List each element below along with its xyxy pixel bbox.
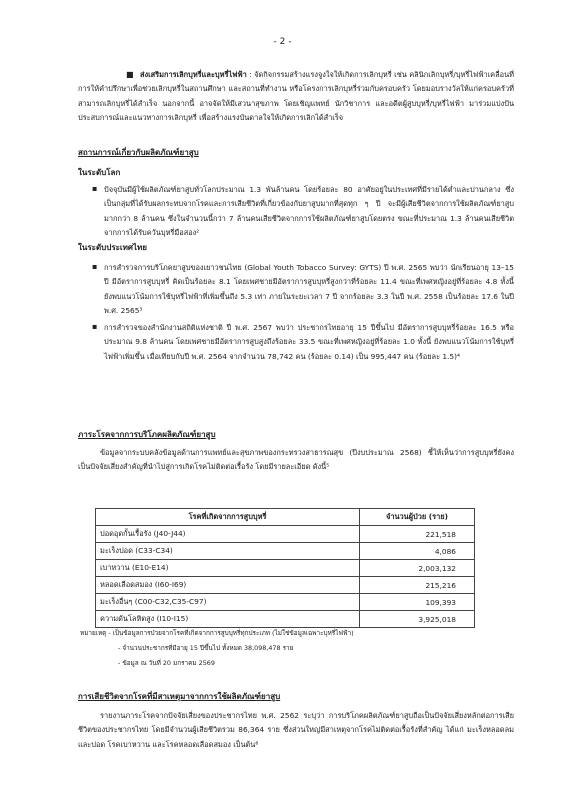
- disease-cell: หลอดเลือดสมอง (I60-I69): [96, 577, 360, 594]
- bullet-icon: ▪: [92, 262, 98, 271]
- count-cell: 3,925,018: [360, 611, 475, 628]
- table-row: [96, 526, 475, 543]
- table-header-disease: โรคที่เกิดจากการสูบบุหรี่: [96, 509, 360, 526]
- count-cell: 221,518: [360, 526, 475, 543]
- disease-cell: ปอดอุดกั้นเรื้อรัง (J40-J44): [96, 526, 360, 543]
- table-row: [96, 594, 475, 611]
- bullet-icon: ▪: [92, 322, 98, 331]
- disease-cell: มะเร็งปอด (C33-C34): [96, 543, 360, 560]
- table-row: [96, 577, 475, 594]
- table-row: [96, 543, 475, 560]
- table-note-3: - ข้อมูล ณ วันที่ 20 มกราคม 2569: [118, 659, 215, 667]
- bullet-icon: ▪: [92, 184, 98, 193]
- table-row: [96, 611, 475, 628]
- count-cell: 4,086: [360, 543, 475, 560]
- thai-heading: ในระดับประเทศไทย: [78, 243, 147, 252]
- count-cell: 2,003,132: [360, 560, 475, 577]
- count-cell: 109,393: [360, 594, 475, 611]
- disease-cell: มะเร็งอื่นๆ (C00-C32,C35-C97): [96, 594, 360, 611]
- promote-quitting-text: : จัดกิจกรรมสร้างแรงจูงใจให้เกิดการเลิกบุหรี่ เช่น คลินิกเลิกบุหรี่/บุหรี่ไฟฟ้าเคลื่อนที่ การให้คำปรึกษาเพื่อช่วยเลิกบุหรี่ในสถานศึกษา และสถานที่ทำงาน หรือโครงการเลิกบุหรี่ร่วมกับครอบครัว โดยมอบรางวัลให้แก่ครอบครัวที่สามารถเลิกบุหรี่ได้สำเร็จ นอกจากนี้ อาจจัดให้มีเสวนาสุขภาพ โดยเชิญแพทย์ นักวิชาการ และอดีตผู้สูบบุหรี่/บุหรี่ไฟฟ้า มาร่วมแบ่งปันประสบการณ์และแนวทางการเลิกบุหรี่ เพื่อสร้างแรงบันดาลใจให้เกิดการเลิกได้สำเร็จ: [78, 70, 514, 123]
- page-number: - 2 -: [273, 37, 292, 47]
- situation-heading: สถานการณ์เกี่ยวกับผลิตภัณฑ์ยาสูบ: [78, 148, 199, 157]
- burden-intro: ข้อมูลจากระบบคลังข้อมูลด้านการแพทย์และสุขภาพของกระทรวงสาธารณสุข (ปีงบประมาณ 2568) ชี้ให้เห็นว่าการสูบบุหรี่ยังคงเป็นปัจจัยเสี่ยงสำคัญที่นำไปสู่การเกิดโรคไม่ติดต่อเรื้อรัง โดยมีรายละเอียด ดังนี้⁵: [78, 448, 514, 472]
- bullet-icon: ■: [126, 70, 134, 79]
- global-heading: ในระดับโลก: [78, 168, 121, 177]
- deaths-heading: การเสียชีวิตจากโรคที่มีสาเหตุมาจากการใช้ผลิตภัณฑ์ยาสูบ: [78, 692, 281, 701]
- table-header-row: [96, 509, 475, 526]
- burden-heading: ภาระโรคจากการบริโภคผลิตภัณฑ์ยาสูบ: [78, 430, 216, 439]
- disease-burden-table: [95, 508, 475, 628]
- disease-cell: ความดันโลหิตสูง (I10-I15): [96, 611, 360, 628]
- disease-cell: เบาหวาน (E10-E14): [96, 560, 360, 577]
- global-paragraph: ปัจจุบันมีผู้ใช้ผลิตภัณฑ์ยาสูบทั่วโลกประมาณ 1.3 พันล้านคน โดยร้อยละ 80 อาศัยอยู่ในประเทศที่มีรายได้ต่ำและปานกลาง ซึ่งเป็นกลุ่มที่ได้รับผลกระทบจากโรคและการเสียชีวิตที่เกี่ยวข้องกับยาสูบมากที่สุดทุก ๆ ปี จะมีผู้เสียชีวิตจากการใช้ผลิตภัณฑ์ยาสูบมากกว่า 8 ล้านคน ซึ่งในจำนวนนี้กว่า 7 ล้านคนเสียชีวิตจากการใช้ผลิตภัณฑ์ยาสูบโดยตรง ขณะที่ประมาณ 1.3 ล้านคนเสียชีวิตจากการได้รับควันบุหรี่มือสอง²: [104, 185, 514, 238]
- deaths-paragraph: รายงานภาระโรคจากปัจจัยเสี่ยงของประชากรไทย พ.ศ. 2562 ระบุว่า การบริโภคผลิตภัณฑ์ยาสูบถือเป็นปัจจัยเสี่ยงหลักต่อการเสียชีวิตของประชากรไทย โดยมีจำนวนผู้เสียชีวิตรวม 86,364 ราย ซึ่งส่วนใหญ่มีสาเหตุจากโรคไม่ติดต่อเรื้อรังที่สำคัญ ได้แก่ มะเร็งหลอดลมและปอด โรคเบาหวาน และโรคหลอดเลือดสมอง เป็นต้น⁶: [78, 711, 514, 749]
- table-row: [96, 560, 475, 577]
- table-note-2: - จำนวนประชากรที่มีอายุ 15 ปีขึ้นไป ทั้งหมด 38,098,478 ราย: [118, 644, 294, 652]
- gyts-paragraph: การสำรวจการบริโภคยาสูบของเยาวชนไทย (Global Youth Tobacco Survey: GYTS) ปี พ.ศ. 2565 พบว่า นักเรียนอายุ 13–15 ปี มีอัตราการสูบบุหรี่ คิดเป็นร้อยละ 8.1 โดยเพศชายมีอัตราการสูบบุหรี่สูงกว่าที่ร้อยละ 11.4 ขณะที่เพศหญิงอยู่ที่ร้อยละ 4.8 ทั้งนี้ ยังพบแนวโน้มการใช้บุหรี่ไฟฟ้าที่เพิ่มขึ้นถึง 5.3 เท่า ภายในระยะเวลา 7 ปี จากร้อยละ 3.3 ในปี พ.ศ. 2558 เป็นร้อยละ 17.6 ในปี พ.ศ. 2565³: [104, 263, 514, 316]
- promote-quitting-heading: ส่งเสริมการเลิกบุหรี่และบุหรี่ไฟฟ้า: [140, 70, 247, 79]
- table-header-count: จำนวนผู้ป่วย (ราย): [360, 509, 475, 526]
- nso-paragraph: การสำรวจของสำนักงานสถิติแห่งชาติ ปี พ.ศ. 2567 พบว่า ประชากรไทยอายุ 15 ปีขึ้นไป มีอัตราการสูบบุหรี่ร้อยละ 16.5 หรือประมาณ 9.8 ล้านคน โดยเพศชายมีอัตราการสูบสูงถึงร้อยละ 33.5 ขณะที่เพศหญิงอยู่ที่ร้อยละ 1.0 ทั้งนี้ ยังพบแนวโน้มการใช้บุหรี่ไฟฟ้าเพิ่มขึ้น เมื่อเทียบกับปี พ.ศ. 2564 จากจำนวน 78,742 คน (ร้อยละ 0.14) เป็น 995,447 คน (ร้อยละ 1.5)⁴: [104, 323, 514, 361]
- count-cell: 215,216: [360, 577, 475, 594]
- table-note-1: หมายเหตุ - เป็นข้อมูลการป่วยจากโรคที่เกิดจากการสูบบุหรี่ทุกประเภท (ไม่ใช่ข้อมูลเฉพาะบุหรี่ไฟฟ้า): [80, 629, 354, 637]
- promote-quitting-paragraph: [78, 68, 514, 126]
